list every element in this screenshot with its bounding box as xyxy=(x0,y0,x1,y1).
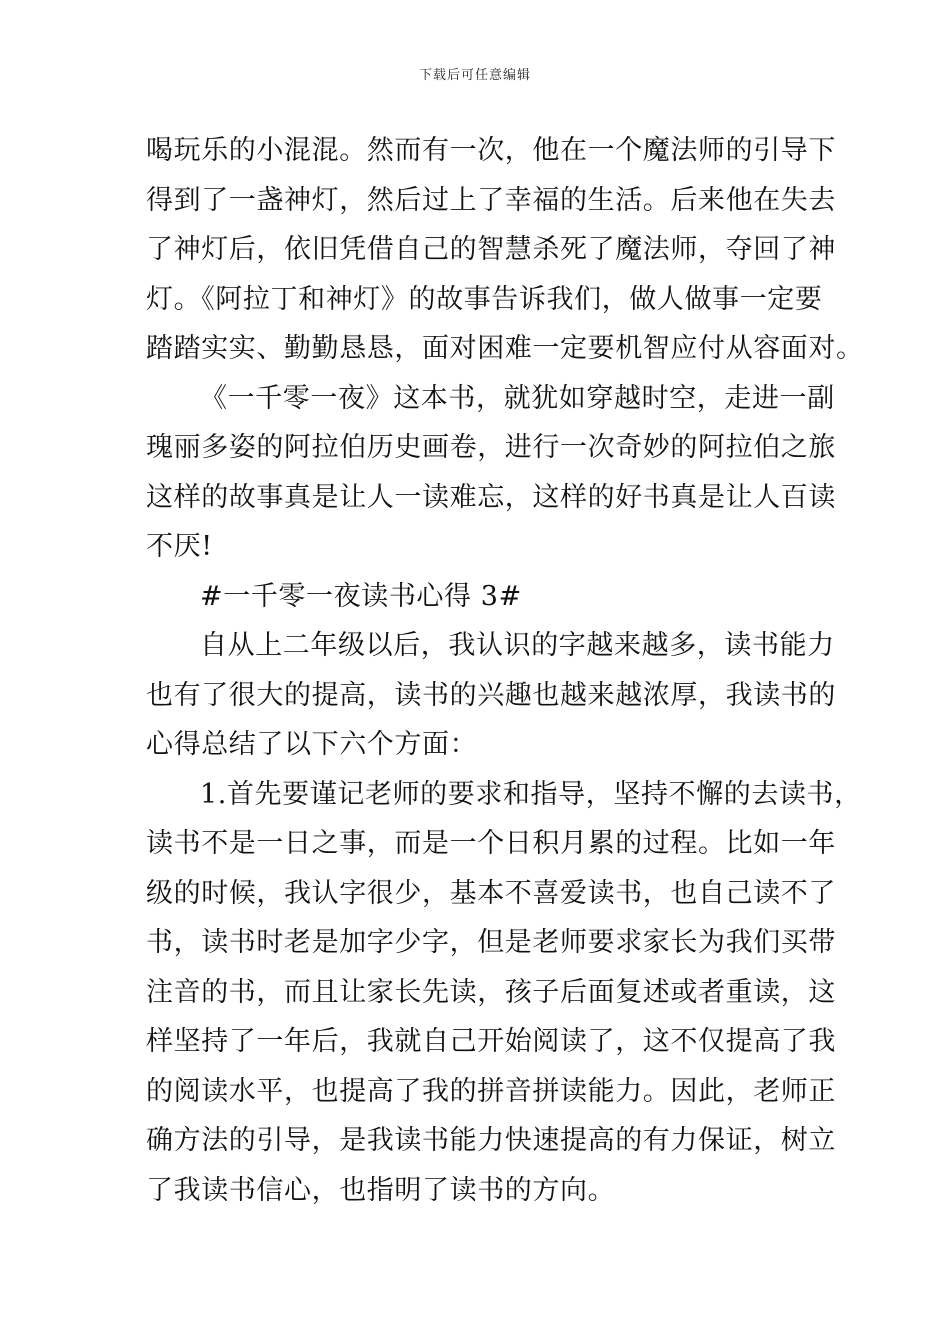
text-line: 样坚持了一年后，我就自己开始阅读了，这不仅提高了我 xyxy=(146,1026,836,1057)
text-line: 也有了很大的提高，读书的兴趣也越来越浓厚，我读书的 xyxy=(146,679,836,711)
text-line: 踏踏实实、勤勤恳恳，面对困难一定要机智应付从容面对。 xyxy=(146,333,864,364)
text-line: 灯。《阿拉丁和神灯》的故事告诉我们，做人做事一定要 xyxy=(146,283,823,315)
text-line: 这样的故事真是让人一读难忘，这样的好书真是让人百读 xyxy=(146,481,836,513)
text-line: 心得总结了以下六个方面： xyxy=(146,729,478,760)
text-line: 了神灯后，依旧凭借自己的智慧杀死了魔法师，夺回了神 xyxy=(146,234,836,265)
text-line: 得到了一盏神灯，然后过上了幸福的生活。后来他在失去 xyxy=(146,184,836,216)
text-line: 的阅读水平，也提高了我的拼音拼读能力。因此，老师正 xyxy=(146,1075,836,1107)
text-line: 了我读书信心，也指明了读书的方向。 xyxy=(146,1174,616,1206)
section-heading: #一千零一夜读书心得 3# xyxy=(200,580,522,612)
text-line: 喝玩乐的小混混。然而有一次，他在一个魔法师的引导下 xyxy=(146,135,836,166)
text-line: 注音的书，而且让家长先读，孩子后面复述或者重读，这 xyxy=(146,976,836,1008)
page-header: 下载后可任意编辑 xyxy=(418,68,531,83)
text-line: 级的时候，我认字很少，基本不喜爱读书，也自己读不了 xyxy=(146,877,836,909)
text-line: 书，读书时老是加字少字，但是老师要求家长为我们买带 xyxy=(146,927,836,958)
text-line: 读书不是一日之事，而是一个日积月累的过程。比如一年 xyxy=(146,828,836,859)
text-line: 自从上二年级以后，我认识的字越来越多，读书能力 xyxy=(200,630,835,661)
text-line: 1.首先要谨记老师的要求和指导，坚持不懈的去读书， xyxy=(200,778,862,810)
document-body xyxy=(146,126,864,1215)
text-line: 不厌! xyxy=(146,531,213,562)
text-line: 瑰丽多姿的阿拉伯历史画卷，进行一次奇妙的阿拉伯之旅 xyxy=(146,432,836,463)
text-line: 《一千零一夜》这本书，就犹如穿越时空，走进一副 xyxy=(200,382,835,414)
text-line: 确方法的引导，是我读书能力快速提高的有力保证，树立 xyxy=(146,1125,836,1156)
